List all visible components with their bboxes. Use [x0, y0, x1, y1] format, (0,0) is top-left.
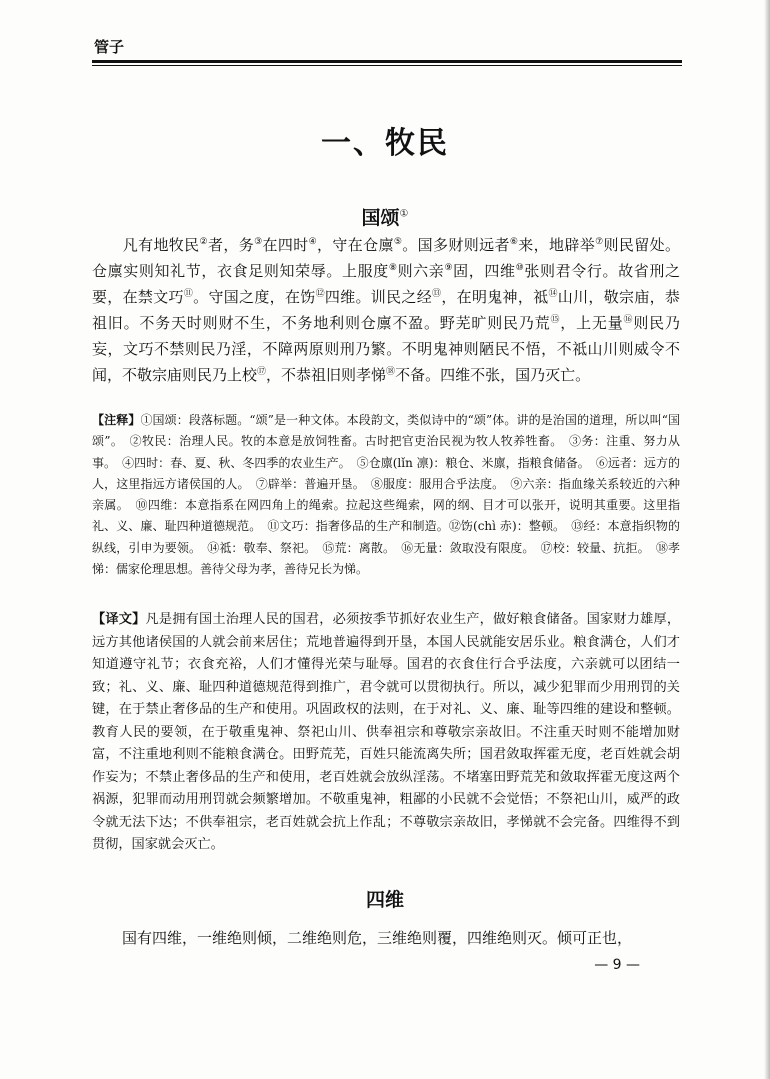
header-rule-thick: [92, 60, 682, 63]
text-segment: 山川，敬宗庙，恭祖旧。不务天时则财不生，不务地利则仓廪不盈。野芜旷则民乃荒: [92, 288, 680, 332]
footnote-mark: ⑯: [623, 315, 634, 325]
running-head: 管子: [94, 38, 125, 56]
section-title-text: 国颂: [361, 207, 400, 229]
text-segment: ，上无量: [560, 314, 624, 332]
text-segment: ，在明鬼神，祗: [441, 288, 549, 306]
footnote-mark: ④: [308, 237, 318, 247]
translation-block: [92, 609, 680, 857]
text-segment: 则六亲: [397, 262, 445, 280]
footnote-mark: ⑰: [257, 367, 267, 377]
page-number: — 9 —: [594, 957, 640, 973]
annotation-tag: 【注释】: [92, 413, 141, 427]
footnote-mark: ③: [254, 237, 263, 247]
footnote-mark: ⑨: [444, 263, 454, 273]
text-segment: 来，地辟举: [518, 236, 596, 254]
footnote-mark: ⑤: [393, 237, 403, 247]
footnote-mark: ⑬: [432, 289, 442, 299]
text-segment: 则民留处。仓廪实则知礼节，衣食足则知荣辱。上服度: [92, 236, 680, 280]
footnote-mark: ⑧: [388, 263, 398, 273]
header-rule-thin: [92, 65, 682, 66]
section-title-footnote-mark: ①: [399, 208, 409, 220]
text-segment: 者，务: [207, 236, 255, 254]
annotation-text: ①国颂：段落标题。“颂”是一种文体。本段韵文，类似诗中的“颂”体。讲的是治国的道理，所以叫“国颂”。 ②牧民：治理人民。牧的本意是放饲牲畜。古时把官吏治民视为牧人牧养牲畜。 ③务：注重、努力从事。 ④四时：春、夏、秋、冬四季的农业生产。 ⑤仓廪(lǐn 凛)：粮仓、米廪，指粮食储备。 ⑥远者：远方的人，这里指远方诸侯国的人。 ⑦辟举：普遍开垦。 ⑧服度：服用合乎法度。 ⑨六亲：指血缘关系较近的六种亲属。 ⑩四维：本意指系在网四角上的绳索。拉起这些绳索，网的纲、目才可以张开，说明其重要。这里指礼、义、廉、耻四种道德规范。 ⑪文巧：指奢侈品的生产和制造。⑫饬(chì 赤)：整顿。 ⑬经：本意指织物的纵线，引申为要领。 ⑭祗：敬奉、祭祀。 ⑮荒：离散。 ⑯无量：敛取没有限度。 ⑰校：较量、抗拒。 ⑱孝悌：儒家伦理思想。善待父母为孝，善待兄长为悌。: [92, 413, 680, 577]
text-segment: ，守在仓廪: [317, 236, 394, 254]
original-text-guosong: [92, 232, 680, 388]
annotation-block: [92, 410, 680, 580]
text-segment: 则民乃妄，文巧不禁则民乃淫，不障两原则刑乃繁。不明鬼神则陋民不悟，不祗山川则威令不闻，不敬宗庙则民乃上校: [92, 314, 680, 384]
translation-tag: 【译文】: [92, 612, 146, 627]
translation-text: 凡是拥有国土治理人民的国君，必须按季节抓好农业生产，做好粮食储备。国家财力雄厚，远方其他诸侯国的人就会前来居住；荒地普遍得到开垦，本国人民就能安居乐业。粮食满仓，人们才知道遵守礼节；衣食充裕，人们才懂得光荣与耻辱。国君的衣食住行合乎法度，六亲就可以团结一致；礼、义、廉、耻四种道德规范得到推广，君令就可以贯彻执行。所以，减少犯罪而少用刑罚的关键，在于禁止奢侈品的生产和使用。巩固政权的法则，在于对礼、义、廉、耻等四维的建设和整顿。教育人民的要领，在于敬重鬼神、祭祀山川、供奉祖宗和尊敬宗亲故旧。不注重天时则不能增加财富，不注重地利则不能粮食满仓。田野荒芜，百姓只能流离失所；国君敛取挥霍无度，老百姓就会胡作妄为；不禁止奢侈品的生产和使用，老百姓就会放纵淫荡。不堵塞田野荒芜和敛取挥霍无度这两个祸源，犯罪而动用刑罚就会频繁增加。不敬重鬼神，粗鄙的小民就不会觉悟；不祭祀山川，威严的政令就无法下达；不供奉祖宗，老百姓就会抗上作乱；不尊敬宗亲故旧，孝悌就不会完备。四维得不到贯彻，国家就会灭亡。: [92, 612, 681, 852]
footnote-mark: ⑩: [515, 263, 525, 273]
text-segment: 不备。四维不张，国乃灭亡。: [395, 366, 591, 384]
footnote-mark: ⑪: [183, 289, 194, 299]
text-segment: 凡有地牧民: [92, 236, 200, 254]
chapter-title: 一、牧民: [321, 126, 449, 161]
text-segment: ，不恭祖旧则孝悌: [266, 366, 387, 384]
text-segment: 张则君令行。故省刑之要，在禁文巧: [92, 262, 680, 306]
original-text-siwei: 国有四维，一维绝则倾，二维绝则危，三维绝则覆，四维绝则灭。倾可正也，: [92, 929, 633, 947]
text-segment: 。国多财则远者: [402, 236, 510, 254]
footnote-mark: ⑭: [548, 289, 558, 299]
footnote-mark: ⑦: [595, 237, 604, 247]
footnote-mark: ⑮: [550, 315, 561, 325]
footnote-mark: ⑫: [315, 289, 325, 299]
section-title-guosong: [0, 203, 770, 230]
footnote-mark: ⑥: [509, 237, 519, 247]
section-title-siwei: 四维: [365, 889, 404, 911]
footnote-mark: ②: [199, 237, 208, 247]
footnote-mark: ⑱: [386, 367, 396, 377]
text-segment: 四维。训民之经: [324, 288, 433, 306]
text-segment: 固，四维: [453, 262, 516, 280]
text-segment: 在四时: [262, 236, 309, 254]
text-segment: 。守国之度，在饬: [193, 288, 316, 306]
